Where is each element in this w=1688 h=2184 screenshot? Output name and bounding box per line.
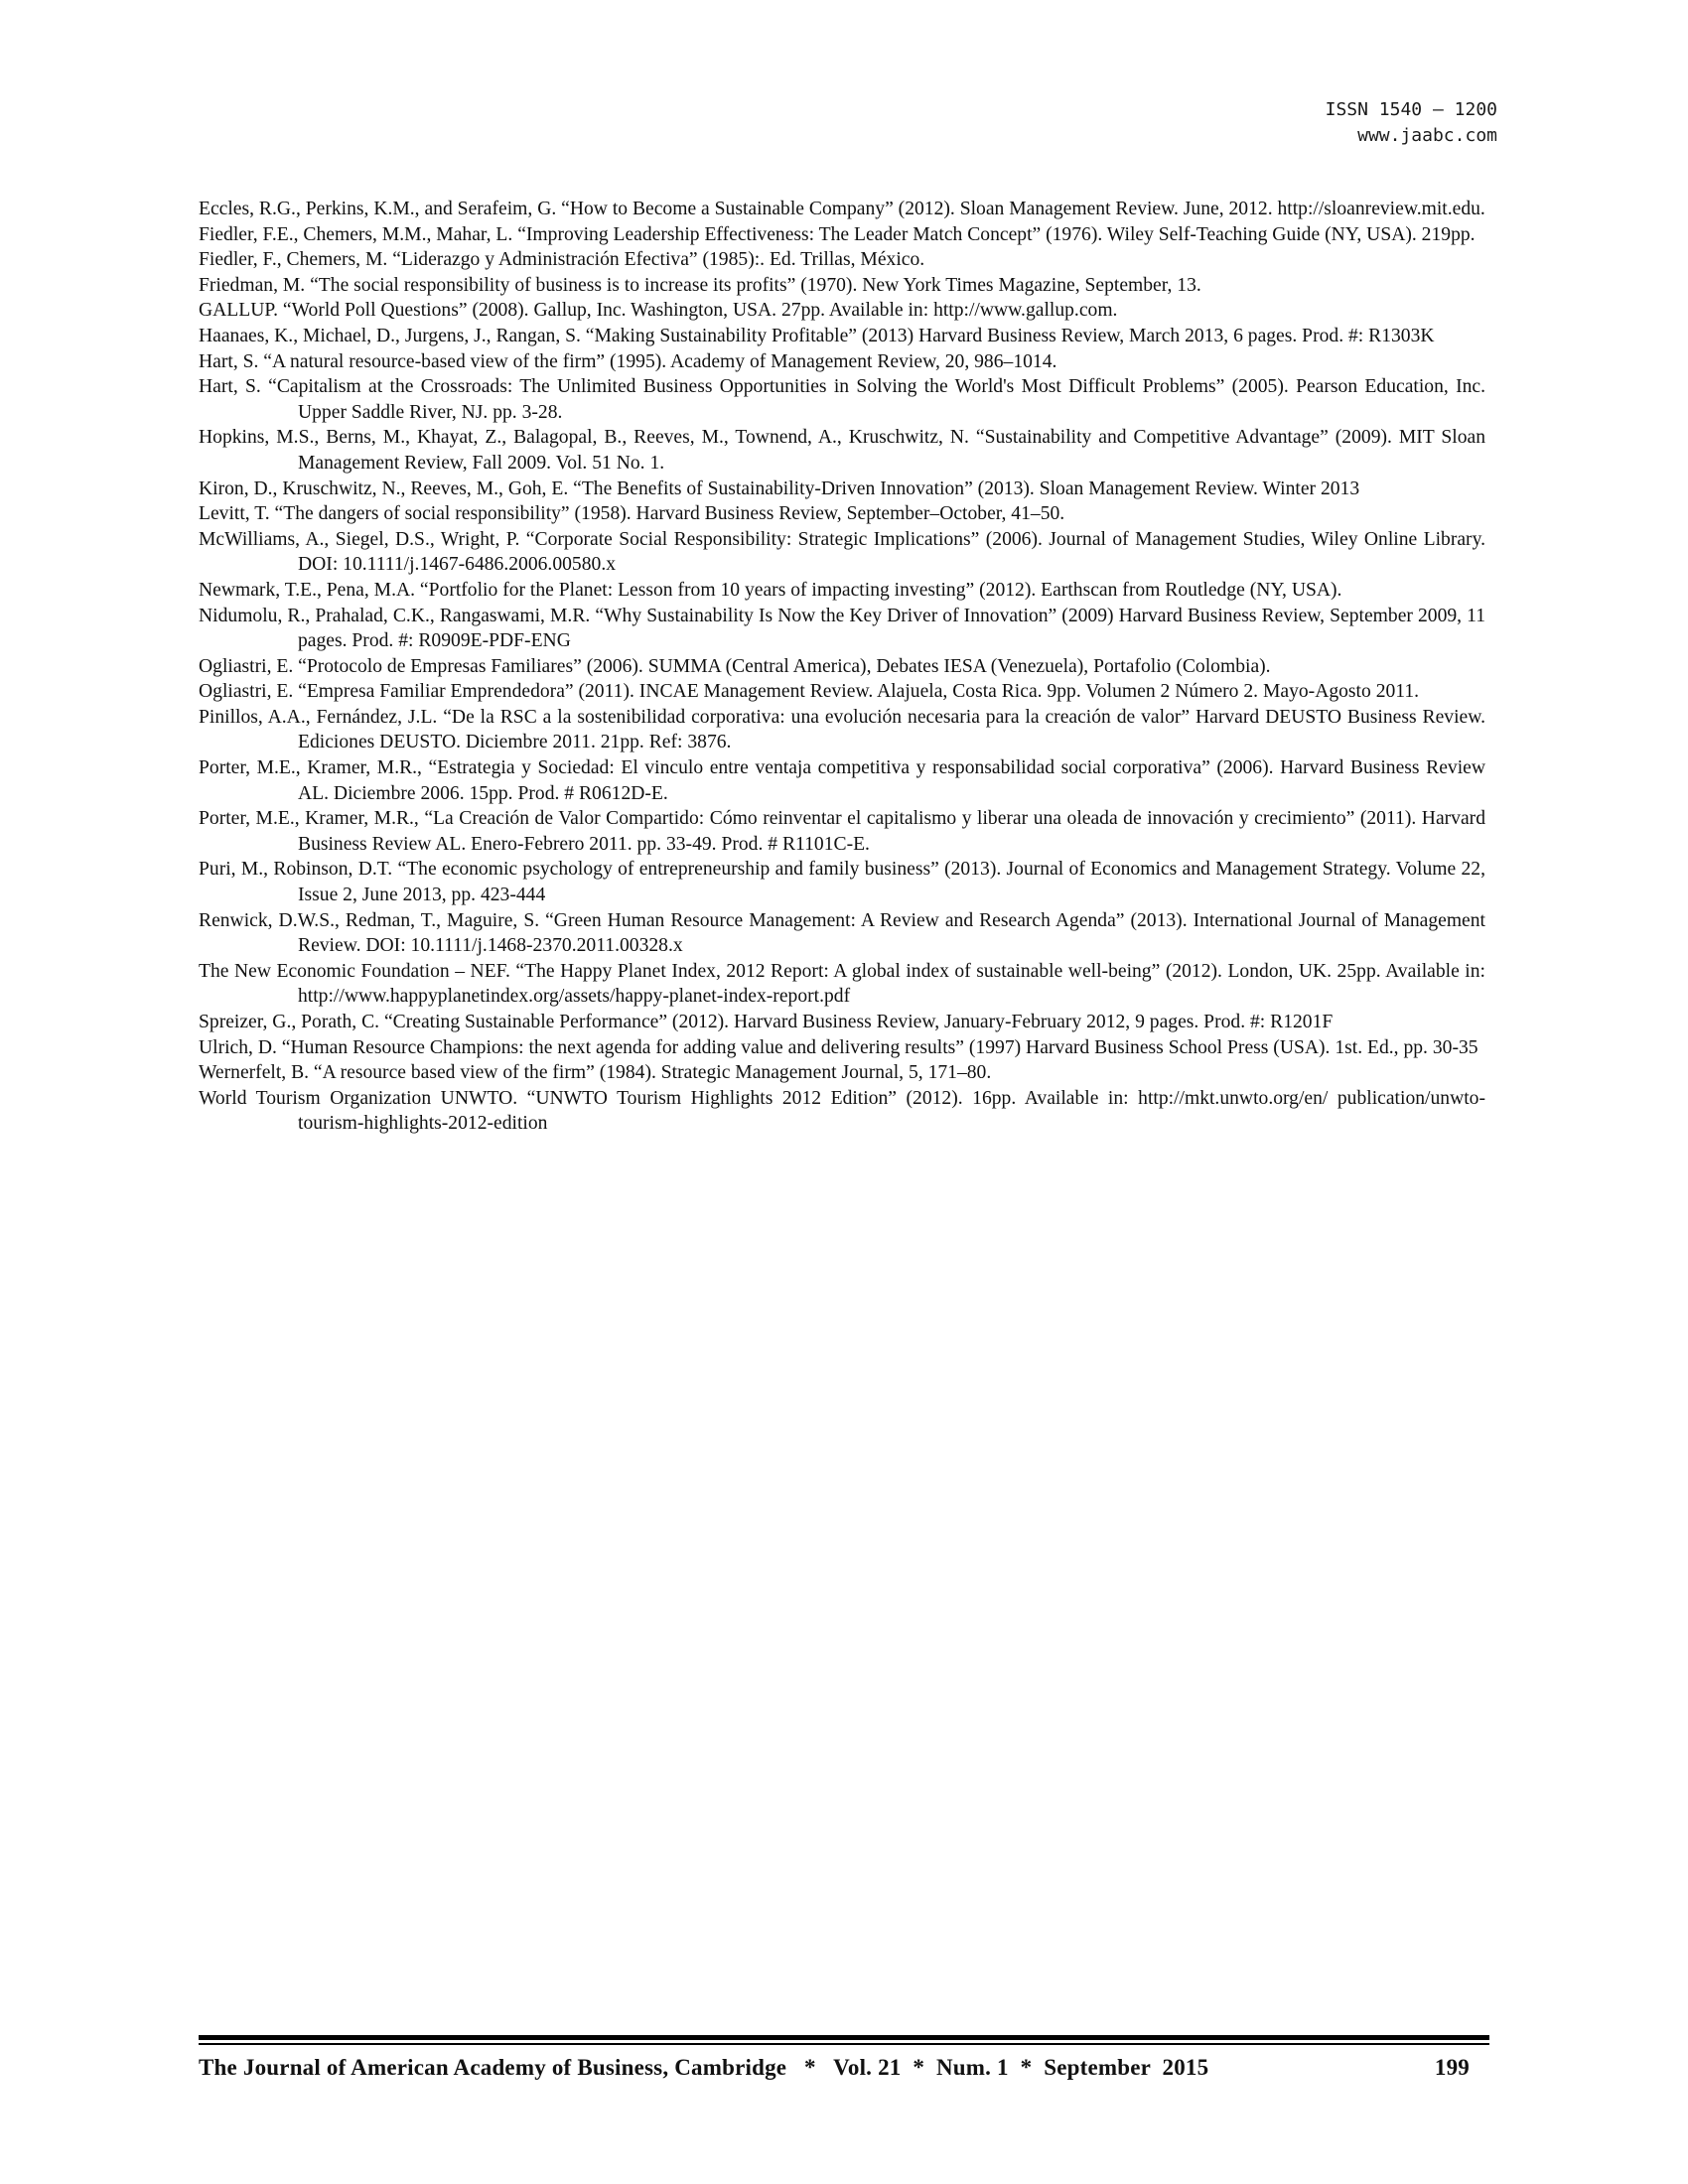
footer-rule-thin xyxy=(199,2043,1489,2045)
reference-entry: Porter, M.E., Kramer, M.R., “La Creación de Valor Compartido: Cómo reinventar el capitalismo y liberar una oleada de innovación y crecimiento” (2011). Harvard Business Review AL. Enero-Febrero 2011. pp. 33-49. Prod. # R1101C-E. xyxy=(199,808,1485,855)
reference-entry: Renwick, D.W.S., Redman, T., Maguire, S. “Green Human Resource Management: A Review and Research Agenda” (2013). International Journal of Management Review. DOI: 10.1111/j.1468-2370.2011.00328.x xyxy=(199,909,1485,957)
page-header xyxy=(1326,97,1497,149)
reference-entry: World Tourism Organization UNWTO. “UNWTO Tourism Highlights 2012 Edition” (2012). 16pp. Available in: http://mkt.unwto.org/en/ publication/unwto-tourism-highlights-2012-edition xyxy=(199,1087,1485,1135)
page-number: 199 xyxy=(1434,2055,1470,2080)
reference-entry: Pinillos, A.A., Fernández, J.L. “De la RSC a la sostenibilidad corporativa: una evolución necesaria para la creación de valor” Harvard DEUSTO Business Review. Ediciones DEUSTO. Diciembre 2011. 21pp. Ref: 3876. xyxy=(199,706,1485,753)
footer-rule-thick xyxy=(199,2035,1489,2040)
website-label: www.jaabc.com xyxy=(1357,125,1497,146)
reference-entry: Ogliastri, E. “Empresa Familiar Emprendedora” (2011). INCAE Management Review. Alajuela, Costa Rica. 9pp. Volumen 2 Número 2. Mayo-Agosto 2011. xyxy=(199,681,1420,703)
reference-list xyxy=(199,197,1485,1137)
reference-entry: Porter, M.E., Kramer, M.R., “Estrategia y Sociedad: El vinculo entre ventaja competitiva y responsabilidad social corporativa” (2006). Harvard Business Review AL. Diciembre 2006. 15pp. Prod. # R0612D-E. xyxy=(199,757,1485,804)
reference-entry: McWilliams, A., Siegel, D.S., Wright, P. “Corporate Social Responsibility: Strategic Implications” (2006). Journal of Management Studies, Wiley Online Library. DOI: 10.1111/j.1467-6486.2006.00580.x xyxy=(199,528,1485,576)
reference-entry: Friedman, M. “The social responsibility of business is to increase its profits” (1970). New York Times Magazine, September, 13. xyxy=(199,274,1201,296)
reference-entry: Newmark, T.E., Pena, M.A. “Portfolio for the Planet: Lesson from 10 years of impacting investing” (2012). Earthscan from Routledge (NY, USA). xyxy=(199,579,1342,601)
reference-entry: Wernerfelt, B. “A resource based view of the firm” (1984). Strategic Management Journal, 5, 171–80. xyxy=(199,1062,992,1084)
reference-entry: GALLUP. “World Poll Questions” (2008). Gallup, Inc. Washington, USA. 27pp. Available in: http://www.gallup.com. xyxy=(199,300,1118,322)
reference-entry: Nidumolu, R., Prahalad, C.K., Rangaswami, M.R. “Why Sustainability Is Now the Key Driver of Innovation” (2009) Harvard Business Review, September 2009, 11 pages. Prod. #: R0909E-PDF-ENG xyxy=(199,605,1485,652)
reference-entry: Levitt, T. “The dangers of social responsibility” (1958). Harvard Business Review, September–October, 41–50. xyxy=(199,503,1065,525)
reference-entry: Puri, M., Robinson, D.T. “The economic psychology of entrepreneurship and family business” (2013). Journal of Economics and Management Strategy. Volume 22, Issue 2, June 2013, pp. 423-444 xyxy=(199,859,1485,906)
reference-entry: Eccles, R.G., Perkins, K.M., and Serafeim, G. “How to Become a Sustainable Company” (2012). Sloan Management Review. June, 2012. http://sloanreview.mit.edu. xyxy=(199,199,1485,219)
reference-entry: The New Economic Foundation – NEF. “The Happy Planet Index, 2012 Report: A global index of sustainable well-being” (2012). London, UK. 25pp. Available in: http://www.happyplanetindex.org/assets/happy-planet-index-report.pdf xyxy=(199,960,1485,1008)
reference-entry: Haanaes, K., Michael, D., Jurgens, J., Rangan, S. “Making Sustainability Profitable” (2013) Harvard Business Review, March 2013, 6 pages. Prod. #: R1303K xyxy=(199,325,1435,346)
reference-entry: Fiedler, F.E., Chemers, M.M., Mahar, L. “Improving Leadership Effectiveness: The Leader Match Concept” (1976). Wiley Self-Teaching Guide (NY, USA). 219pp. xyxy=(199,223,1476,245)
reference-entry: Hart, S. “A natural resource-based view of the firm” (1995). Academy of Management Review, 20, 986–1014. xyxy=(199,350,1057,372)
reference-entry: Hart, S. “Capitalism at the Crossroads: The Unlimited Business Opportunities in Solving the World's Most Difficult Problems” (2005). Pearson Education, Inc. Upper Saddle River, NJ. pp. 3-28. xyxy=(199,376,1485,423)
journal-citation: The Journal of American Academy of Business, Cambridge * Vol. 21 * Num. 1 * September 2015 xyxy=(199,2055,1209,2080)
reference-entry: Spreizer, G., Porath, C. “Creating Sustainable Performance” (2012). Harvard Business Review, January-February 2012, 9 pages. Prod. #: R1201F xyxy=(199,1012,1334,1032)
reference-entry: Fiedler, F., Chemers, M. “Liderazgo y Administración Efectiva” (1985):. Ed. Trillas, México. xyxy=(199,249,925,271)
reference-entry: Kiron, D., Kruschwitz, N., Reeves, M., Goh, E. “The Benefits of Sustainability-Driven Innovation” (2013). Sloan Management Review. Winter 2013 xyxy=(199,478,1360,499)
issn-label: ISSN 1540 – 1200 xyxy=(1325,99,1497,120)
reference-entry: Hopkins, M.S., Berns, M., Khayat, Z., Balagopal, B., Reeves, M., Townend, A., Kruschwitz, N. “Sustainability and Competitive Advantage” (2009). MIT Sloan Management Review, Fall 2009. Vol. 51 No. 1. xyxy=(199,427,1485,474)
reference-entry: Ogliastri, E. “Protocolo de Empresas Familiares” (2006). SUMMA (Central America), Debates IESA (Venezuela), Portafolio (Colombia). xyxy=(199,655,1271,677)
reference-entry: Ulrich, D. “Human Resource Champions: the next agenda for adding value and delivering results” (1997) Harvard Business School Press (USA). 1st. Ed., pp. 30-35 xyxy=(199,1036,1478,1058)
